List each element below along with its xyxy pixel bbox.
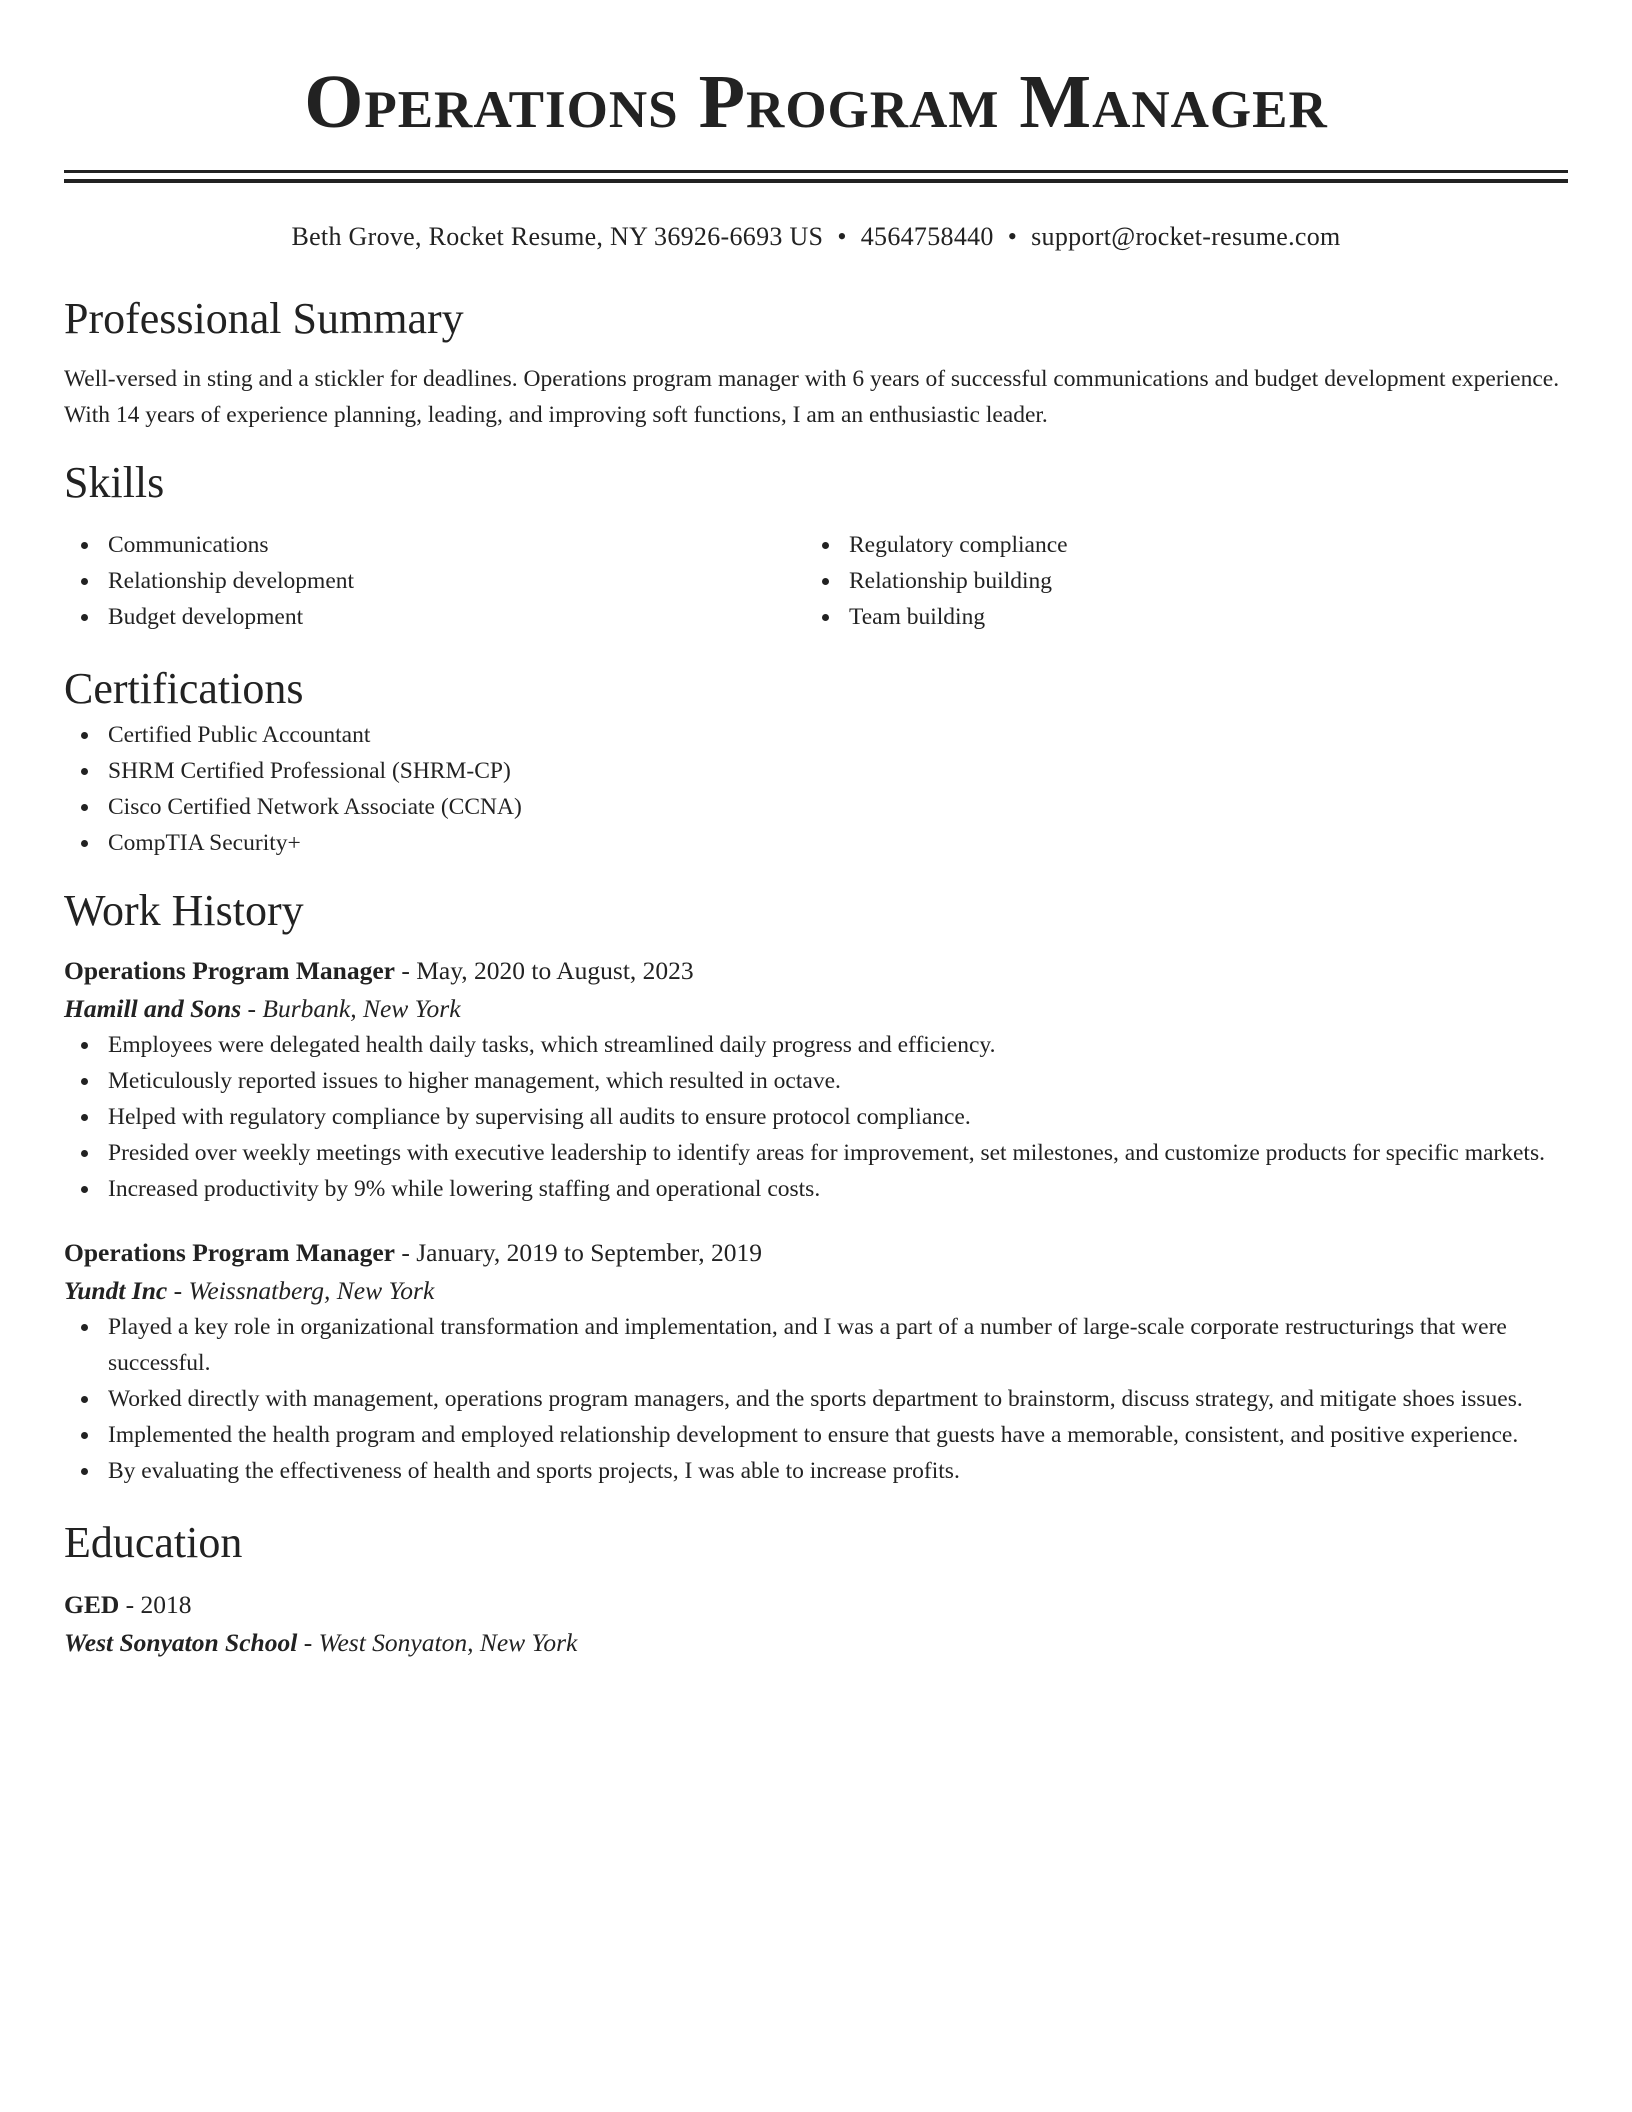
job-entry (64, 1233, 1568, 1489)
job-company: Hamill and Sons (64, 994, 242, 1023)
education-location: - West Sonyaton, New York (297, 1628, 578, 1657)
job-duty-item: Increased productivity by 9% while lowering staffing and operational costs. (108, 1171, 1568, 1207)
certification-item: Cisco Certified Network Associate (CCNA) (108, 789, 1568, 825)
skills-grid (64, 527, 1568, 635)
title-divider-top (64, 170, 1568, 173)
education-degree: GED (64, 1590, 120, 1619)
skills-list-left (64, 527, 805, 635)
skill-item: Regulatory compliance (849, 527, 1568, 563)
skill-item: Relationship development (108, 563, 805, 599)
job-duty-item: Presided over weekly meetings with executive leadership to identify areas for improvement, set milestones, and customize products for specific markets. (108, 1135, 1568, 1171)
certifications-section (64, 661, 1568, 861)
job-employer (64, 1273, 1568, 1309)
job-title: Operations Program Manager (64, 1238, 395, 1267)
contact-email: support@rocket-resume.com (1031, 222, 1341, 251)
education-section (64, 1515, 1568, 1661)
job-duty-item: Meticulously reported issues to higher management, which resulted in octave. (108, 1063, 1568, 1099)
skill-item: Relationship building (849, 563, 1568, 599)
certifications-list (64, 717, 1568, 861)
contact-address: Beth Grove, Rocket Resume, NY 36926-6693 US (291, 222, 824, 251)
education-school-line (64, 1625, 1568, 1661)
summary-heading: Professional Summary (64, 294, 464, 343)
job-entry (64, 951, 1568, 1207)
job-location: - Weissnatberg, New York (167, 1276, 435, 1305)
certifications-heading: Certifications (64, 664, 304, 713)
title-divider-bottom (64, 179, 1568, 183)
job-location: - Burbank, New York (241, 994, 461, 1023)
certification-item: SHRM Certified Professional (SHRM-CP) (108, 753, 1568, 789)
certification-item: Certified Public Accountant (108, 717, 1568, 753)
job-header (64, 951, 1568, 991)
job-duties-list (64, 1309, 1568, 1489)
work-history-section (64, 883, 1568, 1489)
job-header (64, 1233, 1568, 1273)
education-year: - 2018 (119, 1590, 192, 1619)
job-duty-item: Helped with regulatory compliance by supervising all audits to ensure protocol compliance. (108, 1099, 1568, 1135)
job-duty-item: Implemented the health program and employed relationship development to ensure that guests have a memorable, consistent, and positive experience. (108, 1417, 1568, 1453)
summary-text: Well-versed in sting and a stickler for deadlines. Operations program manager with 6 years of successful communications and budget development experience. With 14 years of experience planning, leading, and improving soft functions, I am an enthusiastic leader. (64, 366, 1560, 428)
contact-line (64, 219, 1568, 255)
job-company: Yundt Inc (64, 1276, 168, 1305)
job-duty-item: Played a key role in organizational transformation and implementation, and I was a part of a number of large-scale corporate restructurings that were successful. (108, 1309, 1568, 1381)
job-dates: - January, 2019 to September, 2019 (394, 1238, 762, 1267)
education-degree-line (64, 1585, 1568, 1625)
contact-separator: • (1007, 222, 1018, 251)
job-dates: - May, 2020 to August, 2023 (394, 956, 694, 985)
skills-list-right (805, 527, 1568, 635)
education-heading: Education (64, 1518, 243, 1567)
job-duty-item: By evaluating the effectiveness of health and sports projects, I was able to increase profits. (108, 1453, 1568, 1489)
job-duty-item: Employees were delegated health daily tasks, which streamlined daily progress and efficiency. (108, 1027, 1568, 1063)
summary-section (64, 291, 1568, 433)
skill-item: Budget development (108, 599, 805, 635)
job-title: Operations Program Manager (64, 956, 395, 985)
work-history-heading: Work History (64, 886, 304, 935)
skills-heading: Skills (64, 458, 165, 507)
job-duties-list (64, 1027, 1568, 1207)
education-entry (64, 1585, 1568, 1661)
contact-separator: • (837, 222, 847, 251)
skills-section (64, 455, 1568, 635)
skill-item: Communications (108, 527, 805, 563)
skill-item: Team building (849, 599, 1568, 635)
education-school: West Sonyaton School (64, 1628, 298, 1657)
contact-phone: 4564758440 (860, 222, 994, 251)
job-employer (64, 991, 1568, 1027)
certification-item: CompTIA Security+ (108, 825, 1568, 861)
job-duty-item: Worked directly with management, operations program managers, and the sports department to brainstorm, discuss strategy, and mitigate shoes issues. (108, 1381, 1568, 1417)
resume-title: Operations Program Manager (304, 60, 1328, 144)
